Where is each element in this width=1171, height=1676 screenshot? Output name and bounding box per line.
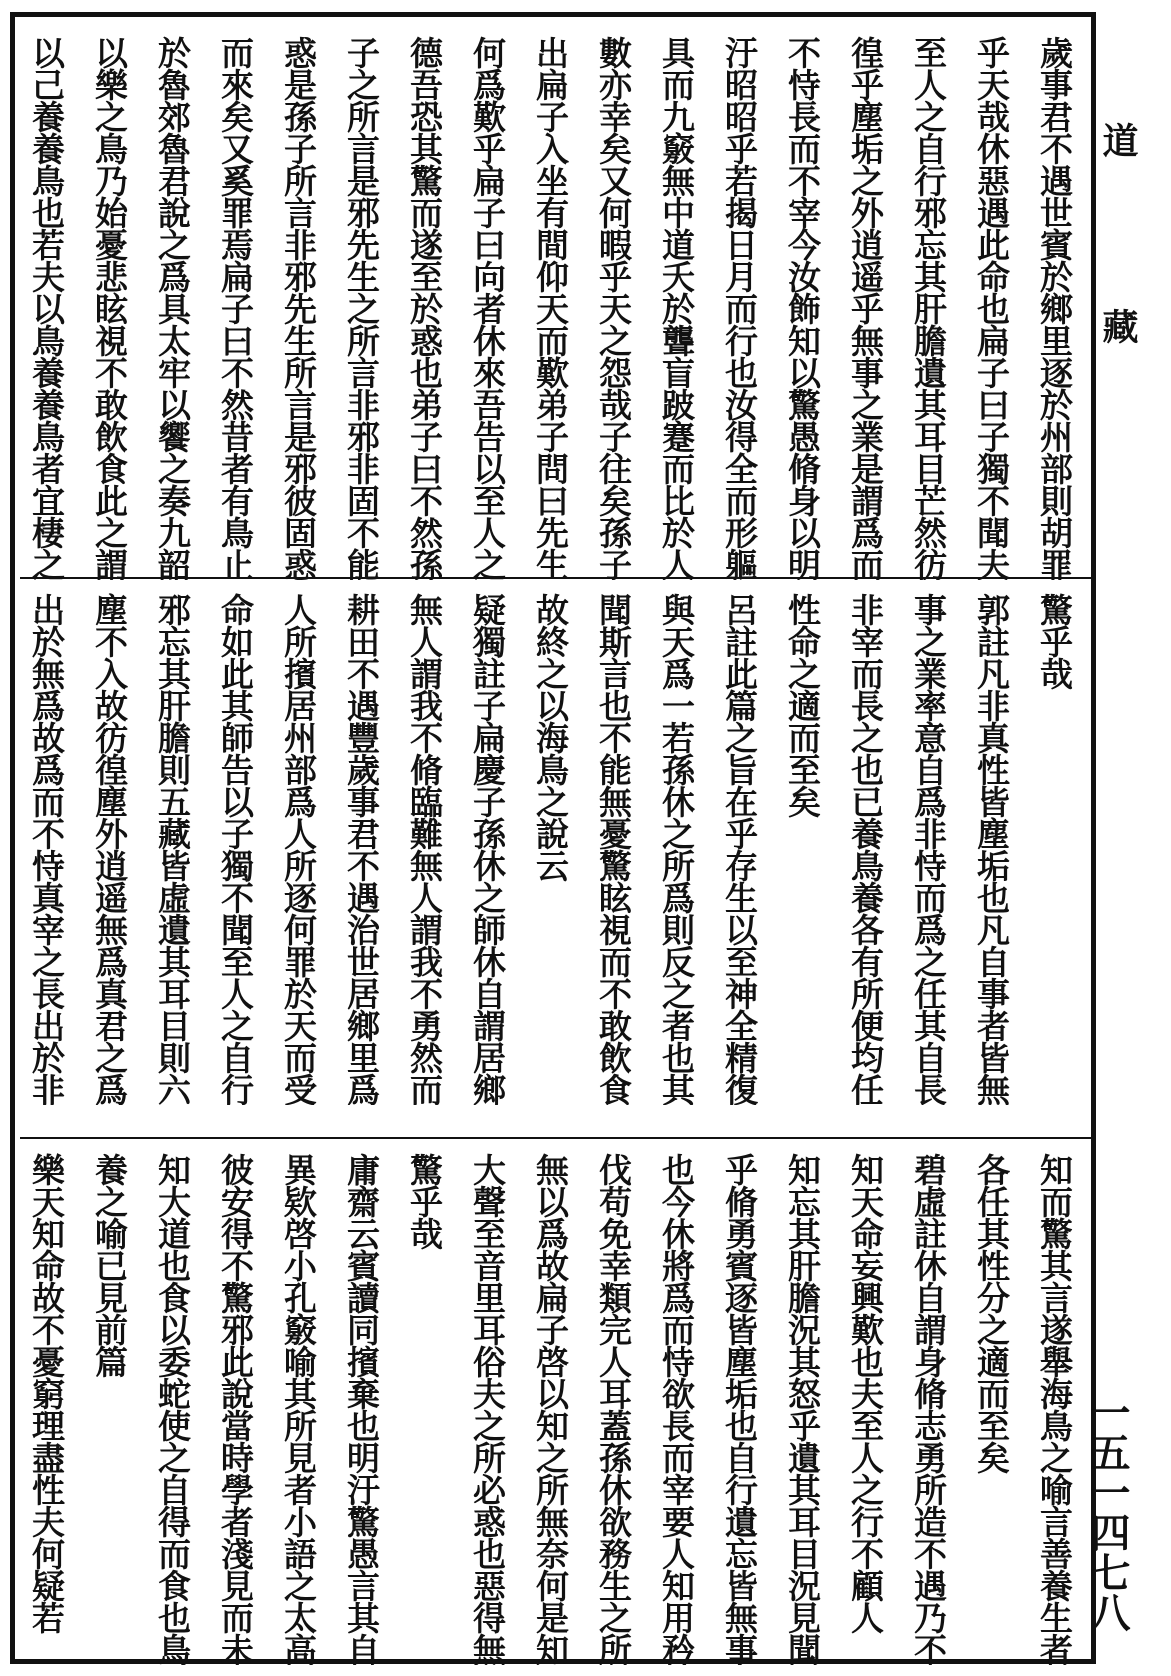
lower-register [20,1137,1096,1664]
text-column: 與天爲一若孫休之所爲則反之者也其 [657,593,696,1105]
text-column: 異欵啓小孔竅喻其所見者小語之太高 [279,1153,318,1665]
middle-register [20,577,1096,1137]
text-column: 汙昭昭乎若揭日月而行也汝得全而形軀 [720,36,759,580]
text-column: 歲事君不遇世賓於鄉里逐於州部則胡罪 [1035,36,1074,580]
text-column: 知天命妄興歎也夫至人之行不顧人 [846,1153,885,1633]
text-column: 而來矣又奚罪焉扁子曰不然昔者有鳥止 [216,36,255,580]
page-border [10,12,1096,1664]
margin-title: 道藏 [1097,122,1139,494]
text-column: 彼安得不驚邪此說當時學者淺見而未 [216,1153,255,1665]
text-column: 出於無爲故爲而不恃真宰之長出於非 [27,593,66,1105]
text-column: 命如此其師告以子獨不聞至人之自行 [216,593,255,1105]
text-column: 惑是孫子所言非邪先生所言是邪彼固惑 [279,36,318,580]
text-column: 養之喻已見前篇 [90,1153,129,1377]
text-column: 伐苟免幸類完人耳蓋孫休欲務生之所 [594,1153,633,1665]
column-group [15,1153,1086,1665]
text-column: 數亦幸矣又何暇乎天之怨哉子往矣孫子 [594,36,633,580]
text-column: 至人之自行邪忘其肝膽遺其耳目芒然彷 [909,36,948,580]
margin-page-number: 一五一四七八 [1084,1392,1131,1632]
text-column: 於魯郊魯君說之爲具太牢以饗之奏九韶 [153,36,192,580]
text-column: 不恃長而不宰今汝飾知以驚愚脩身以明 [783,36,822,580]
text-column: 具而九竅無中道夭於聾盲跛蹇而比於人 [657,36,696,580]
text-column: 乎脩勇賓逐皆塵垢也自行遺忘皆無事 [720,1153,759,1665]
upper-register [20,22,1096,580]
text-column: 大聲至音里耳俗夫之所必惑也惡得無 [468,1153,507,1665]
text-column: 呂註此篇之旨在乎存生以至神全精復 [720,593,759,1105]
text-column: 子之所言是邪先生之所言非邪非固不能 [342,36,381,580]
text-column: 驚乎哉 [405,1153,444,1249]
column-group [15,36,1086,580]
text-column: 無人謂我不脩臨難無人謂我不勇然而 [405,593,444,1105]
text-column: 聞斯言也不能無憂驚眩視而不敢飲食 [594,593,633,1105]
text-column: 知忘其肝膽況其怒乎遺其耳目況見聞 [783,1153,822,1665]
text-column: 非宰而長之也已養鳥養各有所便均任 [846,593,885,1105]
text-column: 何爲歎乎扁子曰向者休來吾告以至人之 [468,36,507,580]
text-column: 碧虛註休自謂身脩志勇所造不遇乃不 [909,1153,948,1665]
text-column: 徨乎塵垢之外逍遥乎無事之業是謂爲而 [846,36,885,580]
text-column: 故終之以海鳥之說云 [531,593,570,881]
text-column: 驚乎哉 [1035,593,1074,689]
text-column: 疑獨註子扁慶子孫休之師休自謂居鄉 [468,593,507,1105]
text-column: 塵不入故彷徨塵外逍遥無爲真君之爲 [90,593,129,1105]
text-column: 耕田不遇豐歲事君不遇治世居鄉里爲 [342,593,381,1105]
text-column: 以己養養鳥也若夫以鳥養養鳥者宜棲之 [27,36,66,580]
text-column: 人所擯居州部爲人所逐何罪於天而受 [279,593,318,1105]
text-column: 性命之適而至矣 [783,593,822,817]
text-column: 庸齋云賓讀同擯棄也明汙驚愚言其自 [342,1153,381,1665]
text-column: 出扁子入坐有間仰天而歎弟子問曰先生 [531,36,570,580]
text-column: 知大道也食以委蛇使之自得而食也鳥 [153,1153,192,1665]
text-column: 以樂之鳥乃始憂悲眩視不敢飲食此之謂 [90,36,129,580]
text-column: 各任其性分之適而至矣 [972,1153,1011,1473]
text-column: 也今休將爲而恃欲長而宰要人知用矜 [657,1153,696,1665]
text-column: 邪忘其肝膽則五藏皆虛遺其耳目則六 [153,593,192,1105]
text-column: 樂天知命故不憂窮理盡性夫何疑若 [27,1153,66,1633]
text-column: 無以爲故扁子啓以知之所無奈何是知 [531,1153,570,1665]
text-column: 知而驚其言遂舉海鳥之喻言善養生者 [1035,1153,1074,1665]
scripture-page [10,12,1158,1666]
text-column: 乎天哉休惡遇此命也扁子曰子獨不聞夫 [972,36,1011,580]
text-column: 德吾恐其驚而遂至於惑也弟子曰不然孫 [405,36,444,580]
text-column: 事之業率意自爲非恃而爲之任其自長 [909,593,948,1105]
text-column: 郭註凡非真性皆塵垢也凡自事者皆無 [972,593,1011,1105]
column-group [15,593,1086,1105]
